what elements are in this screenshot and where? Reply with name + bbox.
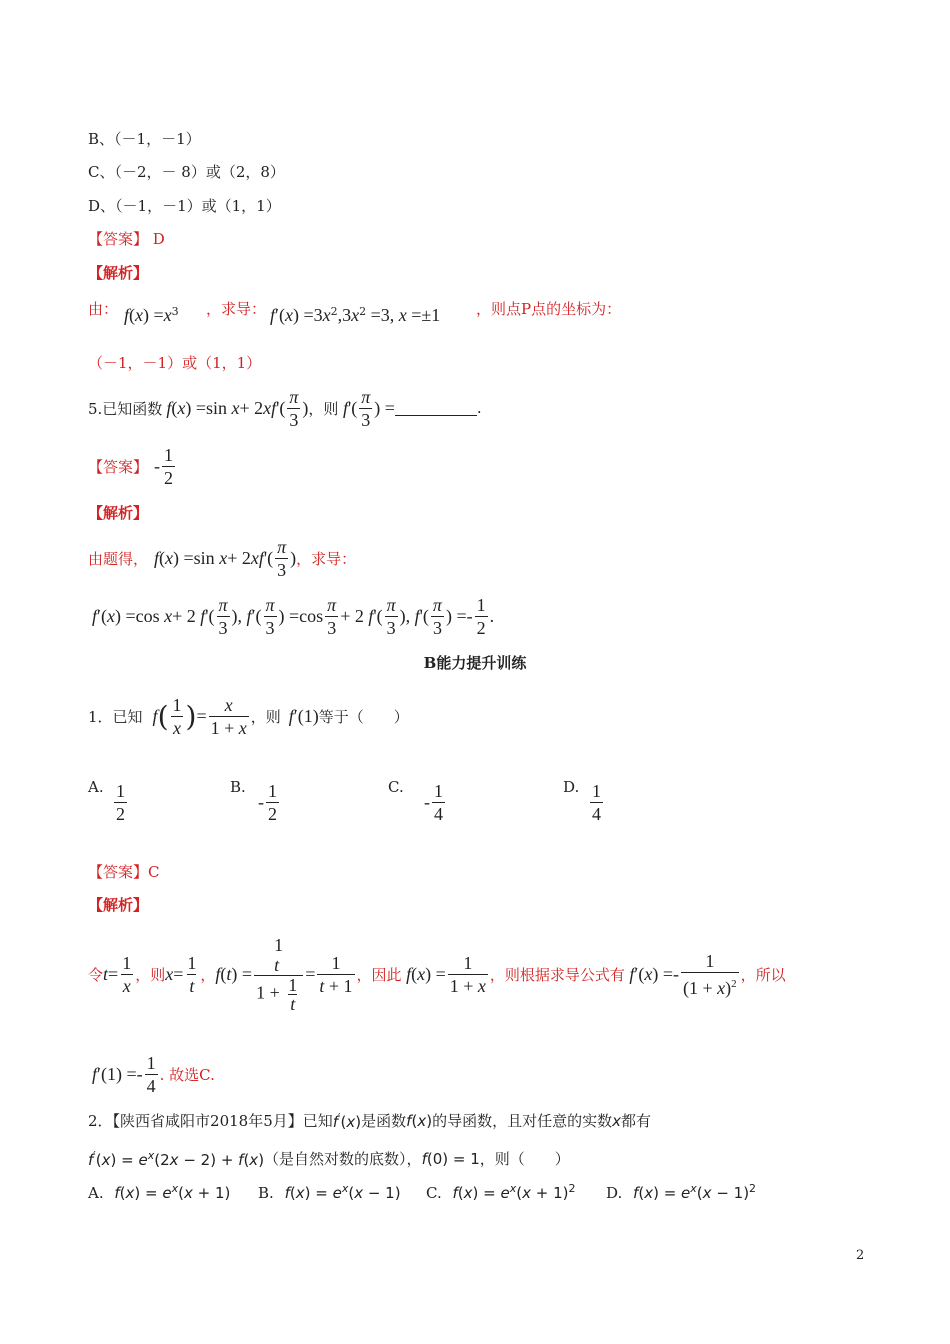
q2-option-c: C. $f(x) = e^x(x + 1)^2$: [426, 1182, 576, 1202]
q1-option-d-value: $\frac{1}{4}$: [592, 781, 601, 824]
q1-option-a-value: $\frac{1}{2}$: [116, 781, 125, 824]
q5-question: 5.已知函数 f ( x ) =sin x + 2 xf '( $\frac{\pi}{3}$ ) ，则 f '( $\frac{\pi}{3}$ ) = .: [88, 386, 482, 430]
q1-option-d-label: D.: [563, 778, 580, 796]
q4-option-d: D、（－1，－1）或（1，1）: [88, 197, 281, 215]
q4-option-b: B、（－1，－1）: [88, 130, 201, 148]
section-title: B能力提升训练: [423, 654, 527, 672]
q5-analysis-line1: 由题得， f ( x ) =sin x + 2 xf '( $\frac{\pi}{3}$ ) ，求导：: [88, 536, 357, 580]
q1-option-b-value: - $\frac{1}{2}$: [258, 781, 277, 824]
q5-analysis-line2: f ′( x ) =cos x + 2 f '( $\frac{\pi}{3}$ ), f ′( $\frac{\pi}{3}$ ) =cos $\frac{\pi}{3}$ + 2 f '( $\frac{\pi}{3}$ ), f '( $\frac{\pi}{3}$ ) =- $\frac{1}{2}$ .: [92, 594, 495, 638]
q2-option-d: D. $f(x) = e^x(x - 1)^2$: [606, 1182, 757, 1202]
q4-answer: 【答案】 D: [88, 230, 165, 248]
q4-option-c: C、（－2，－ 8）或（2，8）: [88, 163, 285, 181]
q4-coord-text: ，则点P点的坐标为：: [476, 300, 622, 318]
q4-analysis-label: 【解析】: [88, 264, 149, 282]
q1-option-a-label: A.: [88, 778, 104, 796]
q5-answer: 【答案】 - $\frac{1}{2}$: [88, 444, 174, 488]
q1-option-b-label: B.: [230, 778, 246, 796]
q4-analysis-line: 由：: [88, 300, 119, 318]
q2-line2: $f'(x) = e^x(2x - 2) + f(x)$ （是自然对数的底数）， f(0) = 1 ，则（ ）: [88, 1148, 570, 1169]
q1-analysis-line2: f ′(1) =- $\frac{1}{4}$ . 故选C.: [92, 1052, 215, 1096]
page-number: 2: [856, 1248, 865, 1263]
q1-question: 1．已知 f ( $\frac{1}{x}$ ) = $\frac{x}{1 + x}$ ，则 f ′(1) 等于（ ）: [88, 694, 409, 738]
q4-formula-derivative: $f'(x) =3x^2,3x^2 =3$, x =±1: [270, 305, 441, 325]
q2-option-a: A. $f(x) = e^x(x + 1)$: [88, 1182, 231, 1202]
q1-analysis-label: 【解析】: [88, 896, 149, 914]
q4-derive-text: ，求导：: [206, 300, 267, 318]
q1-analysis-line1: 令 t = $\frac{1}{x}$ ，则 x = $\frac{1}{t}$ ， f ( t ) = 1 t 1 + $\frac{1}{t}$ = $\frac{1}{t + 1}$ ，因此 f ( x ) = $\frac{1}{1 + x}$ ，则根据求导公式有 f ′( x ) =- $\frac{1}{(1 + x)^2}$ ，所以: [88, 935, 786, 1014]
q4-result: （－1，－1）或（1，1）: [88, 354, 262, 372]
q4-formula-fx: $f(x) =x^3$: [124, 305, 179, 325]
q1-option-c-label: C.: [388, 778, 404, 796]
q2-option-b: B. $f(x) = e^x(x - 1)$: [258, 1182, 401, 1202]
q2-line1: 2．【陕西省咸阳市2018年5月】已知 f′(x) 是函数 f(x) 的导函数，且对任意的实数 x 都有: [88, 1110, 651, 1131]
q5-analysis-label: 【解析】: [88, 504, 149, 522]
q1-option-c-value: - $\frac{1}{4}$: [424, 781, 443, 824]
q1-answer: 【答案】C: [88, 863, 160, 881]
